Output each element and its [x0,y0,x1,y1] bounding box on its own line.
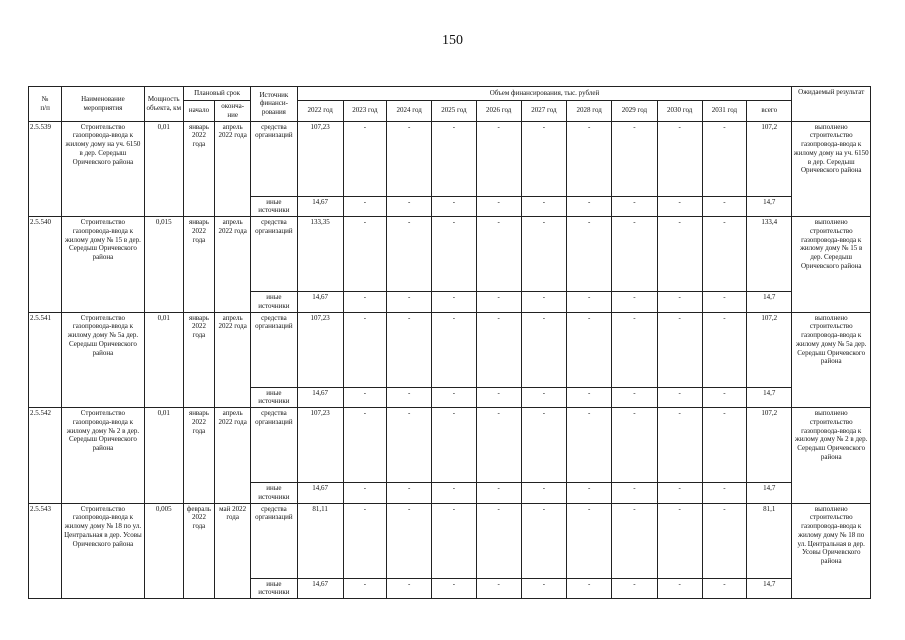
header-year: 2025 год [432,101,476,122]
funding-table [28,86,871,599]
row-value: - [521,312,566,387]
row-result: выполнено строительство газопровода-ввода к жилому дому на уч. 6150 в дер. Середыш Оричевского района [792,121,871,217]
row-value: - [567,408,612,483]
header-capacity: Мощность объекта, км [144,87,183,122]
row-end: апрель 2022 года [215,121,251,217]
row-value: - [657,578,702,599]
row-end: апрель 2022 года [215,312,251,408]
row-value: - [387,387,432,408]
row-value: - [343,408,386,483]
row-value: - [702,578,746,599]
header-year: 2024 год [387,101,432,122]
row-value: - [476,387,521,408]
row-value: - [702,408,746,483]
row-value: - [567,503,612,578]
row-value: - [343,387,386,408]
row-result: выполнено строительство газопровода-ввода к жилому дому № 2 в дер. Середыш Оричевского района [792,408,871,504]
row-value: - [432,121,476,196]
row-name: Строительство газопровода-ввода к жилому дому № 18 по ул. Центральная в дер. Усовы Оричевского района [62,503,144,599]
row-value: - [612,408,657,483]
row-name: Строительство газопровода-ввода к жилому дому № 15 в дер. Середыш Оричевского района [62,217,144,313]
row-value: - [476,292,521,313]
row-value: - [343,503,386,578]
row-code: 2.5.540 [29,217,62,313]
header-row-1 [29,87,871,101]
row-value: - [476,217,521,292]
header-year: 2027 год [521,101,566,122]
row-value: 81,1 [747,503,792,578]
row-result: выполнено строительство газопровода-ввода к жилому дому № 18 по ул. Центральная в дер. Усовы Оричевского района [792,503,871,599]
row-value: - [657,312,702,387]
row-code: 2.5.543 [29,503,62,599]
row-value: - [387,408,432,483]
row-end: апрель 2022 года [215,408,251,504]
row-capacity: 0,01 [144,121,183,217]
row-value: - [387,196,432,217]
row-value: - [567,196,612,217]
header-start: начало [183,101,214,122]
row-value: - [702,483,746,504]
row-value: - [432,312,476,387]
row-value: 14,67 [297,578,343,599]
row-value: - [702,503,746,578]
header-end: оконча- ние [215,101,251,122]
row-value: - [657,483,702,504]
row-value: 14,7 [747,578,792,599]
row-value: 107,23 [297,121,343,196]
row-start: январь 2022 года [183,312,214,408]
header-year: 2026 год [476,101,521,122]
row-name: Строительство газопровода-ввода к жилому дому № 5а дер. Середыш Оричевского района [62,312,144,408]
header-year: 2031 год [702,101,746,122]
row-capacity: 0,01 [144,312,183,408]
row-value: - [387,578,432,599]
header-num: № п/п [29,87,62,122]
row-value: - [432,503,476,578]
row-value: - [702,387,746,408]
row-value: - [657,196,702,217]
row-value: - [567,483,612,504]
row-source-other: иные источники [251,292,297,313]
row-value: - [432,578,476,599]
row-value: - [343,121,386,196]
row-value: 107,23 [297,312,343,387]
header-year: 2023 год [343,101,386,122]
row-value: - [521,408,566,483]
row-value: - [567,292,612,313]
row-source-org: средства организаций [251,217,297,292]
row-value: - [343,292,386,313]
row-value: - [612,387,657,408]
row-capacity: 0,015 [144,217,183,313]
table-row [29,312,871,387]
row-value: - [657,292,702,313]
row-value: 14,67 [297,483,343,504]
row-value: - [387,483,432,504]
row-value: - [612,503,657,578]
row-value: - [343,483,386,504]
row-start: январь 2022 года [183,408,214,504]
row-start: февраль 2022 года [183,503,214,599]
header-name: Наименование мероприятия [62,87,144,122]
row-value: 107,2 [747,408,792,483]
row-value: - [567,121,612,196]
header-period: Плановый срок [183,87,250,101]
row-start: январь 2022 года [183,121,214,217]
row-value: - [702,121,746,196]
row-value: - [387,121,432,196]
row-value: 14,67 [297,292,343,313]
row-value: - [612,578,657,599]
row-value: - [521,292,566,313]
row-source-other: иные источники [251,578,297,599]
row-value: - [476,578,521,599]
row-value: - [432,408,476,483]
row-value: - [432,292,476,313]
row-value: - [343,312,386,387]
row-value: - [567,387,612,408]
row-value: - [521,217,566,292]
table-row [29,121,871,196]
header-funding: Объем финансирования, тыс. рублей [297,87,792,101]
row-source-org: средства организаций [251,121,297,196]
row-source-org: средства организаций [251,503,297,578]
row-value: - [567,578,612,599]
row-name: Строительство газопровода-ввода к жилому дому на уч. 6150 в дер. Середыш Оричевского района [62,121,144,217]
header-year: 2030 год [657,101,702,122]
row-value: 14,7 [747,483,792,504]
row-value: - [567,312,612,387]
row-value: - [521,387,566,408]
row-value: - [432,387,476,408]
row-value: - [612,292,657,313]
row-value: - [657,387,702,408]
row-value: - [567,217,612,292]
row-value: 107,2 [747,121,792,196]
row-value: - [343,217,386,292]
row-value: - [521,483,566,504]
row-capacity: 0,005 [144,503,183,599]
row-value: - [387,312,432,387]
row-value: - [387,292,432,313]
row-value: - [657,217,702,292]
header-result: Ожидаемый результат [792,87,871,122]
row-source-other: иные источники [251,483,297,504]
header-year: 2028 год [567,101,612,122]
row-value: - [387,503,432,578]
row-value: - [476,121,521,196]
row-value: - [612,312,657,387]
row-value: - [612,217,657,292]
row-value: 133,4 [747,217,792,292]
row-value: - [343,196,386,217]
row-value: - [657,408,702,483]
row-value: 14,7 [747,387,792,408]
header-source: Источник финанси- рования [251,87,297,122]
row-value: - [476,483,521,504]
row-value: - [702,312,746,387]
row-value: - [521,196,566,217]
table-row [29,503,871,578]
row-value: - [432,217,476,292]
row-value: - [702,292,746,313]
row-source-other: иные источники [251,387,297,408]
row-end: апрель 2022 года [215,217,251,313]
row-value: 107,2 [747,312,792,387]
row-name: Строительство газопровода-ввода к жилому дому № 2 в дер. Середыш Оричевского района [62,408,144,504]
table-row [29,217,871,292]
row-value: - [612,483,657,504]
row-source-org: средства организаций [251,312,297,387]
row-source-other: иные источники [251,196,297,217]
table-row [29,408,871,483]
row-start: январь 2022 года [183,217,214,313]
row-source-org: средства организаций [251,408,297,483]
table-body [29,121,871,599]
row-code: 2.5.539 [29,121,62,217]
row-value: - [476,312,521,387]
page-number: 150 [442,33,463,48]
header-year: всего [747,101,792,122]
row-value: 14,67 [297,387,343,408]
row-value: - [432,196,476,217]
row-value: - [476,196,521,217]
row-value: 14,67 [297,196,343,217]
row-value: - [387,217,432,292]
row-code: 2.5.541 [29,312,62,408]
row-value: - [521,121,566,196]
row-value: 133,35 [297,217,343,292]
row-value: - [612,196,657,217]
row-value: - [702,217,746,292]
row-value: 14,7 [747,292,792,313]
row-value: - [657,503,702,578]
header-year: 2029 год [612,101,657,122]
row-code: 2.5.542 [29,408,62,504]
row-value: 81,11 [297,503,343,578]
row-result: выполнено строительство газопровода-ввода к жилому дому № 15 в дер. Середыш Оричевского района [792,217,871,313]
row-value: 14,7 [747,196,792,217]
row-value: - [612,121,657,196]
row-value: - [476,503,521,578]
row-value: - [476,408,521,483]
row-capacity: 0,01 [144,408,183,504]
row-value: - [343,578,386,599]
row-value: - [657,121,702,196]
row-result: выполнено строительство газопровода-ввода к жилому дому № 5а дер. Середыш Оричевского района [792,312,871,408]
header-year: 2022 год [297,101,343,122]
row-value: 107,23 [297,408,343,483]
row-value: - [702,196,746,217]
row-end: май 2022 года [215,503,251,599]
row-value: - [521,503,566,578]
row-value: - [432,483,476,504]
row-value: - [521,578,566,599]
